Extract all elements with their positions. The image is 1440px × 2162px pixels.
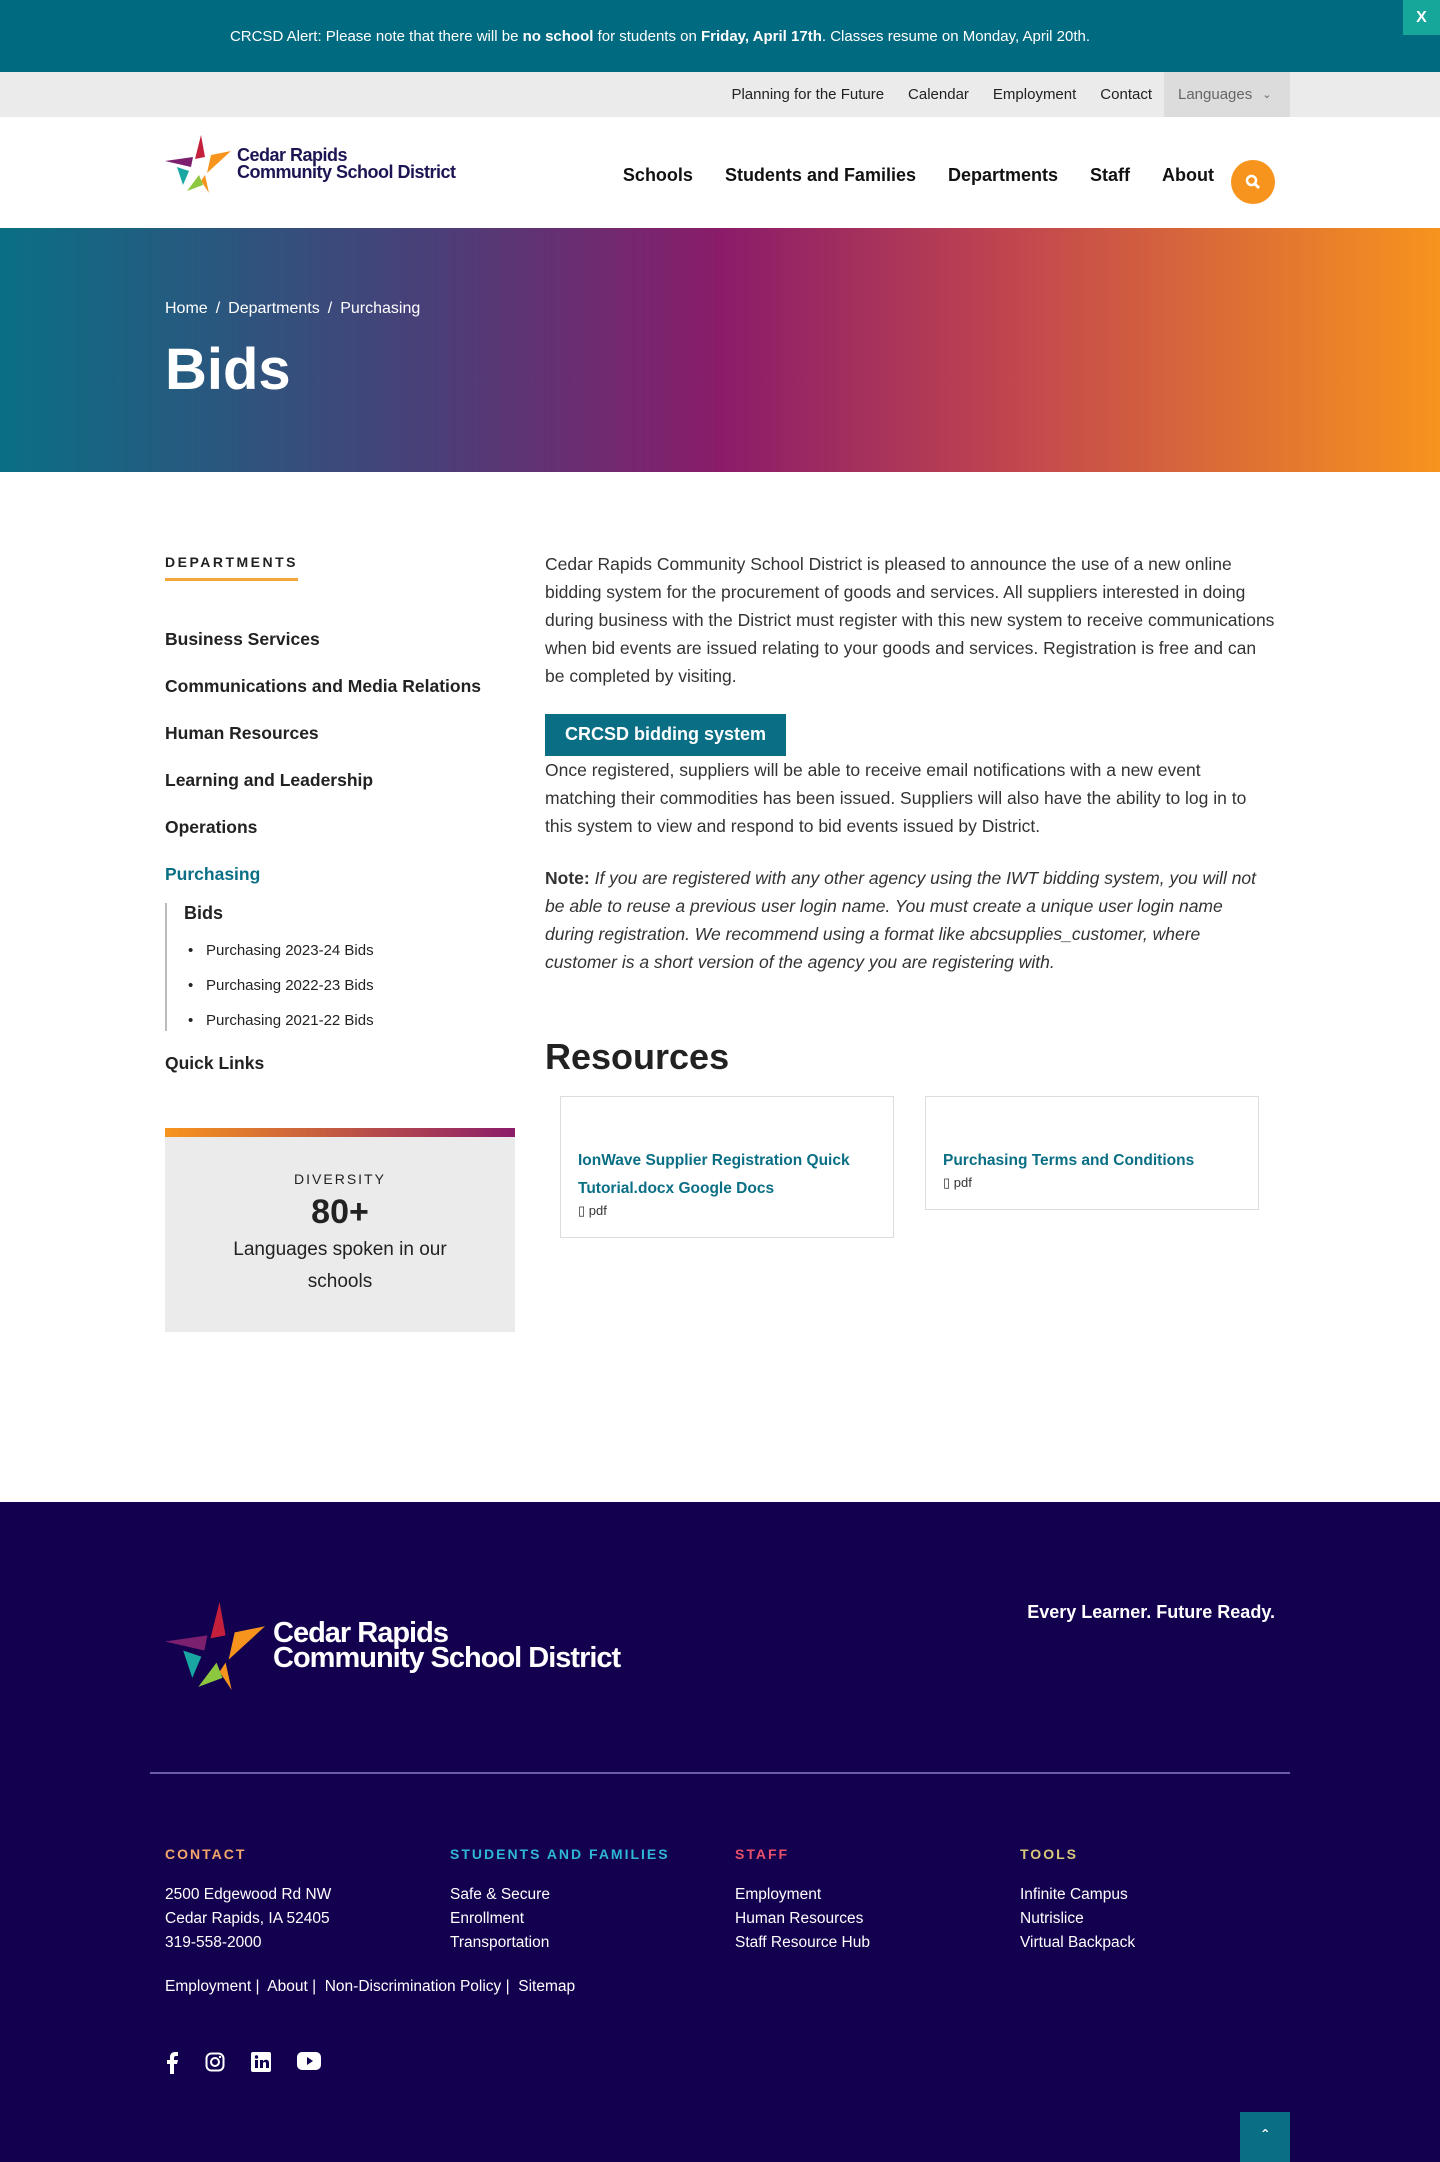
footer-col-tools [1020,1842,1280,1955]
registration-paragraph: Once registered, suppliers will be able to receive email notifications with a new event matching their commodities has been issued. Suppliers will also have the ability to log in to this system to view and respond to bid events issued by District. [545,760,1247,836]
footer-link[interactable]: Safe & Secure [450,1886,550,1903]
resource-link[interactable]: IonWave Supplier Registration Quick Tutorial.docx Google Docs [578,1152,850,1197]
note-label: Note: [545,868,590,888]
footer-link-employment[interactable]: Employment [165,1978,252,1995]
alert-text: CRCSD Alert: Please note that there will be no school for students on Friday, April 17th. Classes resume on Monday, April 20th. [229,27,1091,45]
footer-link[interactable]: Transportation [450,1934,550,1951]
footer-col-title: TOOLS [1020,1846,1078,1862]
main-content [545,550,1275,976]
footer-link[interactable]: Enrollment [450,1910,525,1927]
sidebar-item-business-services[interactable]: Business Services [165,629,320,649]
diversity-stat-card [165,1128,515,1332]
footer-link[interactable]: Human Resources [735,1910,864,1927]
search-button[interactable] [1231,160,1275,204]
star-logo-icon [165,135,231,193]
list-item [184,977,515,994]
alert-banner [0,0,1440,72]
sidebar-heading: DEPARTMENTS [165,554,298,581]
footer-col-students [450,1842,710,1955]
resource-card [925,1096,1259,1210]
intro-paragraph: Cedar Rapids Community School District is pleased to announce the use of a new online bidding system for the procurement of goods and services. All suppliers interested in doing during business with the District must register with this new system to receive communications when bid events are issued relating to your goods and services. Registration is free and can be completed by visiting. [545,554,1275,686]
file-type: pdf [588,1203,607,1218]
sidebar-item-learning-leadership[interactable]: Learning and Leadership [165,770,374,790]
util-link-calendar[interactable]: Calendar [908,86,969,103]
resource-card [560,1096,894,1238]
footer-link-nondiscrimination[interactable]: Non-Discrimination Policy [324,1978,502,1995]
star-logo-icon [165,1602,265,1690]
district-logo[interactable] [165,135,456,193]
stat-label: DIVERSITY [294,1171,386,1187]
footer-divider [150,1772,1290,1774]
chevron-up-icon: ˆ [1262,2128,1268,2145]
back-to-top-button[interactable] [1240,2112,1290,2162]
breadcrumb-home[interactable]: Home [165,300,208,317]
address-line: 2500 Edgewood Rd NW [165,1886,332,1903]
nav-staff[interactable]: Staff [1090,165,1131,185]
site-header [0,117,1440,228]
sidebar [165,554,515,1074]
footer-link[interactable]: Nutrislice [1020,1910,1084,1927]
logo-line2: Community School District [237,162,456,182]
phone-number: 319-558-2000 [165,1934,262,1951]
nav-about[interactable]: About [1162,165,1214,185]
util-link-employment[interactable]: Employment [992,86,1077,103]
nav-departments[interactable]: Departments [947,165,1059,185]
subnav-2021-22[interactable]: Purchasing 2021-22 Bids [206,1012,374,1029]
sidebar-item-communications[interactable]: Communications and Media Relations [165,676,482,696]
footer-col-title: STAFF [735,1846,790,1862]
sidebar-item-quick-links[interactable]: Quick Links [165,1053,265,1073]
note-text: If you are registered with any other agency using the IWT bidding system, you will not be able to reuse a previous user login name. You must create a unique user login name during registration. We recommend using a format like abcsupplies_customer, where customer is a short version of the agency you are registering with. [545,868,1257,972]
nav-schools[interactable]: Schools [622,165,693,185]
social-links [165,2052,321,2079]
footer-col-contact [165,1842,425,1955]
sidebar-item-purchasing[interactable]: Purchasing [165,864,261,884]
page-title: Bids [165,337,291,402]
main-nav [623,165,1214,186]
footer-link[interactable]: Staff Resource Hub [735,1934,870,1951]
logo-line2: Community School District [273,1642,621,1674]
breadcrumb: Home / Departments / Purchasing [165,300,421,317]
logo-line1: Cedar Rapids [237,145,348,165]
sidebar-item-human-resources[interactable]: Human Resources [165,723,319,743]
languages-label: Languages [1178,86,1253,103]
file-type: pdf [953,1175,972,1190]
stat-description: Languages spoken in our schools [233,1239,447,1292]
chevron-down-icon: ⌄ [1262,89,1272,101]
footer-link[interactable]: Infinite Campus [1020,1886,1128,1903]
pdf-file-icon: ▯ [943,1175,951,1190]
instagram-icon[interactable] [205,2052,225,2079]
resources-heading: Resources [545,1036,730,1077]
subnav-2022-23[interactable]: Purchasing 2022-23 Bids [206,977,374,994]
linkedin-icon[interactable] [251,2052,271,2079]
breadcrumb-purchasing[interactable]: Purchasing [340,300,421,317]
close-alert-button[interactable]: X [1403,0,1440,35]
subnav-2023-24[interactable]: Purchasing 2023-24 Bids [206,942,374,959]
sidebar-subnav [165,903,515,1031]
footer-link-sitemap[interactable]: Sitemap [518,1978,576,1995]
footer-link[interactable]: Employment [735,1886,822,1903]
footer-col-title: CONTACT [165,1846,247,1862]
note-paragraph [545,864,1275,976]
address-line: Cedar Rapids, IA 52405 [165,1910,330,1927]
stat-number: 80+ [311,1193,369,1231]
languages-dropdown[interactable] [1164,72,1290,117]
page-hero [0,228,1440,472]
logo-line1: Cedar Rapids [273,1617,448,1649]
resource-link[interactable]: Purchasing Terms and Conditions [943,1152,1195,1169]
footer-col-staff [735,1842,995,1955]
util-link-contact[interactable]: Contact [1100,86,1152,103]
footer-col-title: STUDENTS AND FAMILIES [450,1846,670,1862]
sidebar-item-bids[interactable]: Bids [184,903,224,923]
pdf-file-icon: ▯ [578,1203,586,1218]
footer-link[interactable]: Virtual Backpack [1020,1934,1136,1951]
facebook-icon[interactable] [165,2052,179,2079]
footer-logo[interactable] [165,1602,620,1690]
nav-students-families[interactable]: Students and Families [724,165,916,185]
youtube-icon[interactable] [297,2052,321,2079]
list-item [184,1012,515,1029]
footer-link-about[interactable]: About [267,1978,308,1995]
bidding-system-button[interactable]: CRCSD bidding system [545,714,786,756]
utility-bar [0,72,1440,117]
search-icon [1245,174,1261,190]
sidebar-item-operations[interactable]: Operations [165,817,258,837]
site-footer [0,1502,1440,2162]
footer-tagline: Every Learner. Future Ready. [1027,1602,1275,1622]
breadcrumb-departments[interactable]: Departments [228,300,320,317]
list-item [184,942,515,959]
util-link-planning[interactable]: Planning for the Future [731,86,885,103]
footer-bottom-links: Employment | About | Non-Discrimination Policy | Sitemap [165,1978,576,1995]
